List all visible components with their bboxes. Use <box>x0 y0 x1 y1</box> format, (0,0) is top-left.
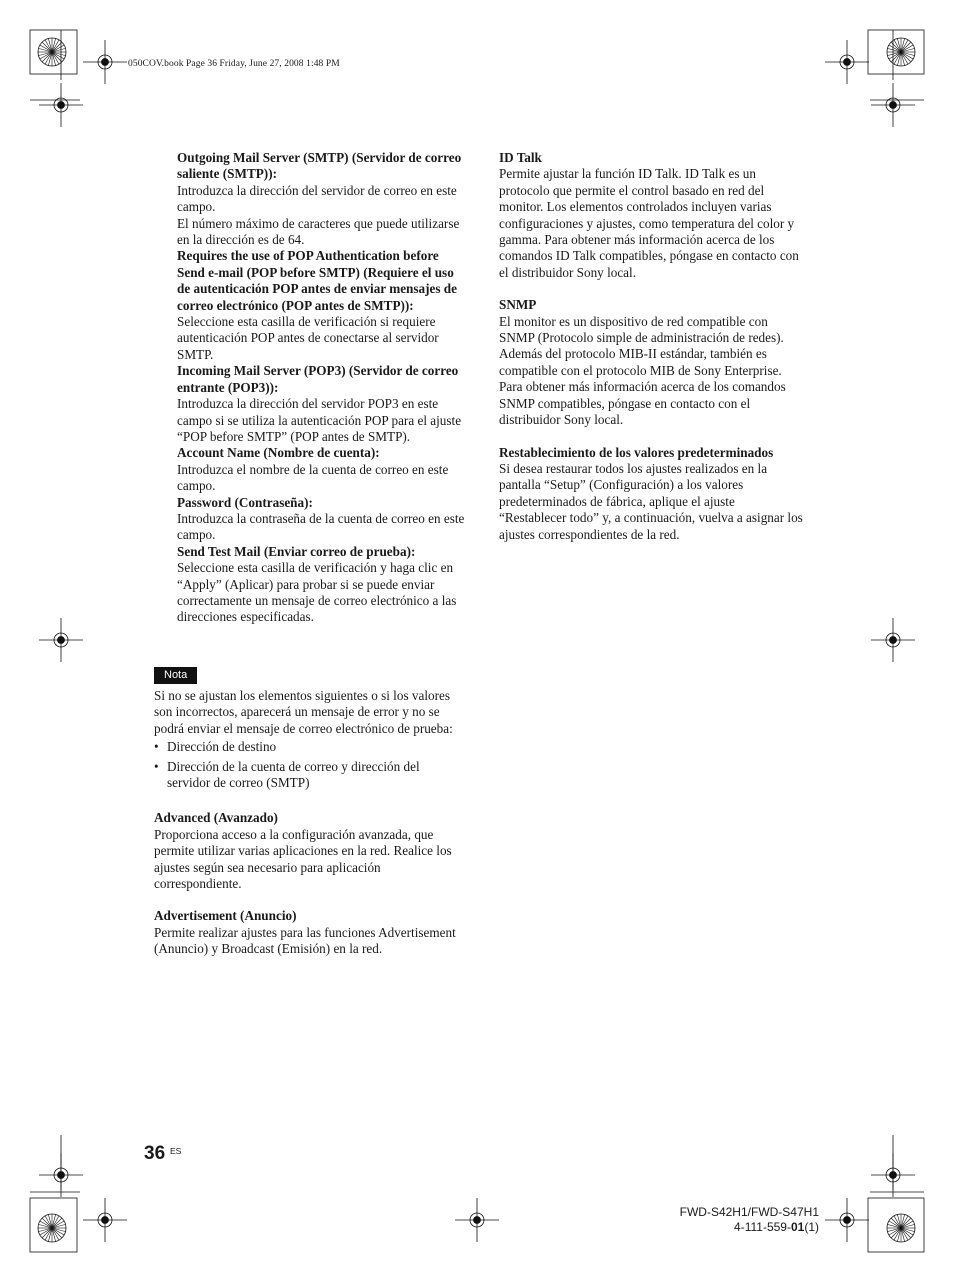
email-settings-column <box>177 150 467 626</box>
account-name-text: Introduzca el nombre de la cuenta de correo en este campo. <box>177 461 449 494</box>
account-name-title: Account Name (Nombre de cuenta): <box>177 445 380 461</box>
smtp-text-1: Introduzca la dirección del servidor de correo en este campo. <box>177 182 457 215</box>
advanced-text: Proporciona acceso a la configuración avanzada, que permite utilizar varias aplicaciones en la red. Realice los ajustes según sea necesario para aplicación correspondiente. <box>154 826 452 892</box>
nota-bullet-list <box>154 739 459 791</box>
pop3-title: Incoming Mail Server (POP3) (Servidor de correo entrante (POP3)): <box>177 363 459 395</box>
pop-before-smtp-title: Requires the use of POP Authentication before Send e-mail (POP before SMTP) (Requiere el uso de autenticación POP antes de enviar mensajes de correo electrónico (POP antes de SMTP)): <box>177 248 457 313</box>
send-test-mail-text: Seleccione esta casilla de verificación y haga clic en “Apply” (Aplicar) para probar si se puede enviar correctamente un mensaje de correo electrónico a las direcciones especificadas. <box>177 560 457 625</box>
note-and-advanced-column <box>154 666 459 958</box>
right-column <box>499 150 804 543</box>
smtp-title: Outgoing Mail Server (SMTP) (Servidor de correo saliente (SMTP)): <box>177 150 462 182</box>
id-talk-title: ID Talk <box>499 150 542 165</box>
model-info <box>680 1205 819 1235</box>
nota-bullet-item: • Dirección de destino <box>154 739 459 755</box>
smtp-text-2: El número máximo de caracteres que puede utilizarse en la dirección es de 64. <box>177 215 460 248</box>
reset-text: Si desea restaurar todos los ajustes realizados en la pantalla “Setup” (Configuración) a los valores predeterminados de fábrica, aplique el ajuste “Restablecer todo” y, a continuación, vuelva a asignar los ajustes correspondientes de la red. <box>499 460 803 542</box>
page-language-suffix: ES <box>170 1146 182 1156</box>
password-text: Introduzca la contraseña de la cuenta de correo en este campo. <box>177 510 465 543</box>
snmp-title: SNMP <box>499 297 537 313</box>
advertisement-title: Advertisement (Anuncio) <box>154 908 297 924</box>
advanced-title: Advanced (Avanzado) <box>154 810 278 826</box>
model-name: FWD-S42H1/FWD-S47H1 <box>679 1205 819 1219</box>
password-title: Password (Contraseña): <box>177 494 313 510</box>
id-talk-text: Permite ajustar la función ID Talk. ID Talk es un protocolo que permite el control basado en red del monitor. Los elementos controlados incluyen varias configuraciones y ajustes, como temperatura del color y gamma. Para obtener más información acerca de los comandos ID Talk compatibles, póngase en contacto con el distribuidor Sony local. <box>499 166 799 280</box>
nota-text: Si no se ajustan los elementos siguientes o si los valores son incorrectos, aparecerá un mensaje de error y no se podrá enviar el mensaje de correo electrónico de prueba: <box>154 688 453 736</box>
nota-label: Nota <box>154 667 197 684</box>
file-info-header: 050COV.book Page 36 Friday, June 27, 2008 1:48 PM <box>128 59 340 69</box>
advertisement-text: Permite realizar ajustes para las funciones Advertisement (Anuncio) y Broadcast (Emisión) en la red. <box>154 924 456 957</box>
part-code: 4-111-559-01(1) <box>734 1220 819 1234</box>
page-number: 36 <box>144 1143 166 1164</box>
snmp-text: El monitor es un dispositivo de red compatible con SNMP (Protocolo simple de administración de redes). Además del protocolo MIB-II estándar, también es compatible con el protocolo MIB de Sony Enterprise. Para obtener más información acerca de los comandos SNMP compatibles, póngase en contacto con el distribuidor Sony local. <box>499 313 786 428</box>
pop3-text: Introduzca la dirección del servidor POP3 en este campo si se utiliza la autenticación POP para el ajuste “POP before SMTP” (POP antes de SMTP). <box>177 396 462 444</box>
send-test-mail-title: Send Test Mail (Enviar correo de prueba): <box>177 543 416 559</box>
reset-title: Restablecimiento de los valores predeterminados <box>499 444 774 460</box>
nota-bullet-item: • Dirección de la cuenta de correo y dirección del servidor de correo (SMTP) <box>154 759 459 792</box>
pop-before-smtp-text: Seleccione esta casilla de verificación si requiere autenticación POP antes de conectarse al servidor SMTP. <box>177 314 439 362</box>
